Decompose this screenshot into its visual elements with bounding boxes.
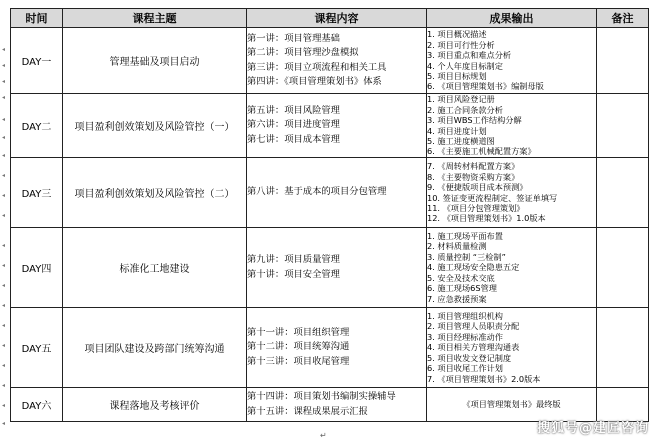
header-topic: 课程主题 — [63, 9, 247, 28]
output-item: 4. 项目进度计划 — [427, 125, 487, 136]
margin-mark: ◂ — [2, 94, 6, 101]
output-item: 7. 《项目管理策划书》2.0版本 — [427, 373, 541, 384]
margin-mark: ◂ — [2, 262, 6, 269]
outputs-cell — [427, 228, 597, 308]
output-item: 9. 《便捷版项目成本预测》 — [427, 182, 528, 193]
content-line: 第一讲：项目管理基础 — [247, 32, 340, 44]
table-row — [11, 28, 649, 94]
output-item: 7. 《周转材料配置方案》 — [427, 161, 520, 172]
table-row — [11, 94, 649, 158]
topic-cell: 标准化工地建设 — [63, 228, 247, 308]
content-cell — [247, 94, 427, 158]
paragraph-mark: ↵ — [320, 431, 327, 440]
header-time: 时间 — [11, 9, 63, 28]
margin-mark: ◂ — [2, 302, 6, 309]
content-cell — [247, 158, 427, 228]
output-item: 10. 签证变更流程制定、签证单填写 — [427, 192, 558, 203]
outputs-cell — [427, 158, 597, 228]
content-line: 第十一讲：项目组织管理 — [247, 326, 350, 338]
topic-cell: 项目盈利创效策划及风险管控（一） — [63, 94, 247, 158]
content-line: 第二讲：项目管理沙盘模拟 — [247, 47, 359, 58]
margin-mark: ◂ — [2, 342, 6, 349]
margin-mark: ◂ — [2, 46, 6, 53]
watermark: 搜狐号@建匠咨询 — [536, 421, 649, 436]
header-output: 成果输出 — [427, 9, 597, 28]
outputs-cell — [427, 94, 597, 158]
output-item: 12. 《项目管理策划书》1.0版本 — [427, 213, 546, 224]
content-line: 第六讲：项目进度管理 — [247, 119, 340, 131]
output-item: 5. 施工进度横道图 — [427, 135, 495, 146]
course-schedule-table — [10, 8, 649, 422]
note-cell — [597, 308, 649, 388]
output-item: 2. 项目管理人员职责分配 — [427, 321, 520, 332]
content-line: 第七讲：项目成本管理 — [247, 133, 340, 145]
output-item: 5. 项目收发文登记制度 — [427, 352, 512, 363]
content-line: 第十讲：项目安全管理 — [247, 268, 340, 280]
margin-mark: ◂ — [2, 192, 6, 199]
margin-mark: ◂ — [2, 152, 6, 159]
content-line: 第十五讲：课程成果展示汇报 — [247, 405, 368, 417]
margin-mark: ◂ — [2, 172, 6, 179]
output-item: 6. 《项目管理策划书》编制母版 — [427, 81, 544, 92]
margin-mark: ◂ — [2, 62, 6, 69]
output-item: 1. 施工现场平面布置 — [427, 231, 503, 242]
table-row — [11, 228, 649, 308]
margin-mark: ◂ — [2, 402, 6, 409]
margin-mark: ◂ — [2, 212, 6, 219]
topic-cell: 项目盈利创效策划及风险管控（二） — [63, 158, 247, 228]
output-item: 5. 项目目标规划 — [427, 70, 487, 81]
output-item: 8. 《主要物资采购方案》 — [427, 171, 520, 182]
margin-mark: ◂ — [2, 282, 6, 289]
day-cell: DAY四 — [11, 228, 63, 308]
output-item: 6. 《主要施工机械配置方案》 — [427, 146, 536, 157]
note-cell — [597, 228, 649, 308]
output-item: 5. 安全及技术交底 — [427, 272, 495, 283]
content-cell — [247, 388, 427, 422]
margin-mark: ◂ — [2, 420, 6, 427]
topic-cell: 管理基础及项目启动 — [63, 28, 247, 94]
content-line: 第九讲：项目质量管理 — [247, 254, 340, 265]
note-cell — [597, 28, 649, 94]
output-item: 3. 项目重点和难点分析 — [427, 50, 512, 61]
header-row — [11, 9, 649, 28]
content-line: 第三讲：项目立项流程和相关工具 — [247, 61, 387, 73]
output-item: 3. 质量控制 “三检制” — [427, 251, 506, 262]
outputs-cell — [427, 28, 597, 94]
content-line: 第十二讲：项目统筹沟通 — [247, 341, 350, 353]
output-item: 2. 材料质量检测 — [427, 241, 487, 252]
output-item: 《项目管理策划书》最终版 — [462, 399, 561, 410]
topic-cell: 课程落地及考核评价 — [63, 388, 247, 422]
header-note: 备注 — [597, 9, 649, 28]
output-item: 4. 施工现场安全隐患五定 — [427, 262, 520, 273]
content-line: 第五讲：项目风险管理 — [247, 104, 340, 116]
output-item: 6. 项目收尾工作计划 — [427, 363, 503, 374]
output-item: 4. 项目相关方管理沟通表 — [427, 342, 520, 353]
output-item: 1. 项目风险登记册 — [427, 94, 495, 105]
margin-mark: ◂ — [2, 362, 6, 369]
output-item: 6. 施工现场6S管理 — [427, 283, 497, 294]
table-row — [11, 158, 649, 228]
output-item: 3. 项目WBS工作结构分解 — [427, 115, 522, 126]
output-item: 1. 项目概况描述 — [427, 29, 487, 40]
day-cell: DAY三 — [11, 158, 63, 228]
content-cell — [247, 308, 427, 388]
margin-mark: ◂ — [2, 322, 6, 329]
note-cell — [597, 94, 649, 158]
content-cell — [247, 28, 427, 94]
day-cell: DAY六 — [11, 388, 63, 422]
content-line: 第八讲：基于成本的项目分包管理 — [247, 186, 387, 198]
content-line: 第四讲：《项目管理策划书》体系 — [247, 76, 382, 87]
content-line: 第十四讲：项目策划书编制实操辅导 — [247, 391, 396, 402]
day-cell: DAY五 — [11, 308, 63, 388]
header-content: 课程内容 — [247, 9, 427, 28]
output-item: 2. 项目可行性分析 — [427, 39, 495, 50]
day-cell: DAY一 — [11, 28, 63, 94]
content-cell — [247, 228, 427, 308]
output-item: 11. 《项目分包管理策划》 — [427, 202, 525, 213]
margin-mark: ◂ — [2, 382, 6, 389]
topic-cell: 项目团队建设及跨部门统筹沟通 — [63, 308, 247, 388]
output-item: 1. 项目管理组织机构 — [427, 311, 503, 322]
margin-mark: ◂ — [2, 242, 6, 249]
day-cell: DAY二 — [11, 94, 63, 158]
margin-mark: ◂ — [2, 78, 6, 85]
margin-mark: ◂ — [2, 134, 6, 141]
table-row — [11, 308, 649, 388]
note-cell — [597, 158, 649, 228]
margin-mark: ◂ — [2, 116, 6, 123]
output-item: 3. 项目经理标准动作 — [427, 331, 503, 342]
content-line: 第十三讲：项目收尾管理 — [247, 355, 350, 367]
output-item: 4. 个人年度目标制定 — [427, 60, 503, 71]
outputs-cell — [427, 308, 597, 388]
output-item: 2. 施工合同条款分析 — [427, 104, 503, 115]
output-item: 7. 应急救援预案 — [427, 293, 487, 304]
